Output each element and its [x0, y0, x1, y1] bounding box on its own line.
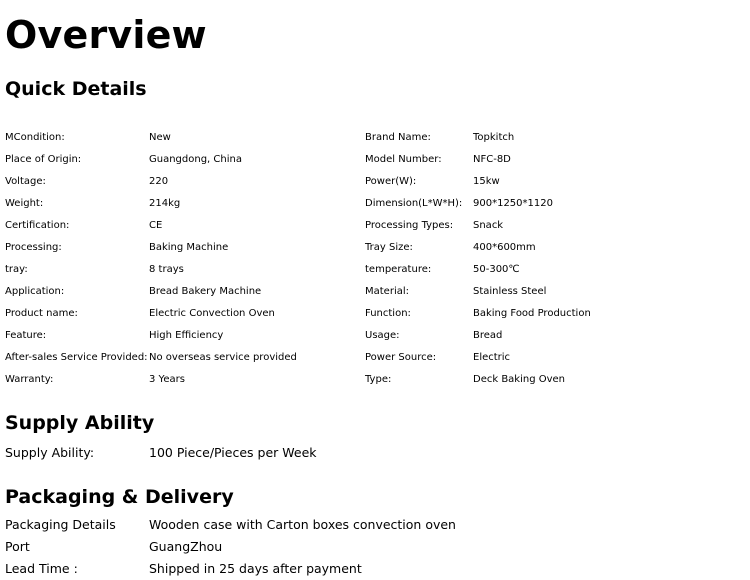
detail-value: CE [149, 220, 163, 231]
detail-value: Baking Machine [149, 242, 229, 253]
detail-label: tray: [5, 264, 28, 275]
packaging-row [5, 536, 745, 558]
detail-label: Warranty: [5, 374, 54, 385]
detail-value: New [149, 132, 171, 143]
detail-value: No overseas service provided [149, 352, 297, 363]
detail-label: Type: [365, 374, 392, 385]
detail-row [5, 281, 745, 303]
detail-row [5, 171, 745, 193]
detail-label: Weight: [5, 198, 44, 209]
detail-value: NFC-8D [473, 154, 511, 165]
detail-row [5, 347, 745, 369]
detail-value: 50-300℃ [473, 264, 520, 275]
packaging-delivery-heading: Packaging & Delivery [5, 486, 234, 508]
supply-row [5, 442, 745, 464]
detail-label: Voltage: [5, 176, 46, 187]
detail-value: 214kg [149, 198, 181, 209]
detail-label: Processing: [5, 242, 62, 253]
detail-value: Electric Convection Oven [149, 308, 275, 319]
detail-label: Application: [5, 286, 65, 297]
detail-label: Power Source: [365, 352, 437, 363]
lead-time-label: Lead Time : [5, 561, 78, 576]
supply-ability-table [5, 442, 745, 464]
detail-row [5, 193, 745, 215]
detail-row [5, 149, 745, 171]
detail-label: Certification: [5, 220, 70, 231]
detail-label: temperature: [365, 264, 432, 275]
detail-label: Function: [365, 308, 411, 319]
detail-label: Processing Types: [365, 220, 454, 231]
detail-value: High Efficiency [149, 330, 224, 341]
detail-label: MCondition: [5, 132, 65, 143]
detail-value: 900*1250*1120 [473, 198, 553, 209]
detail-label: Power(W): [365, 176, 417, 187]
detail-value: Baking Food Production [473, 308, 591, 319]
detail-value: 220 [149, 176, 169, 187]
detail-value: Snack [473, 220, 504, 231]
detail-value: 400*600mm [473, 242, 536, 253]
detail-label: Feature: [5, 330, 47, 341]
detail-label: After-sales Service Provided: [5, 352, 148, 363]
quick-details-table [5, 127, 745, 391]
packaging-delivery-table [5, 514, 745, 580]
page-title: Overview [5, 13, 207, 57]
detail-label: Material: [365, 286, 409, 297]
detail-value: 8 trays [149, 264, 184, 275]
supply-value: 100 Piece/Pieces per Week [149, 445, 317, 460]
quick-details-heading: Quick Details [5, 78, 147, 100]
supply-label: Supply Ability: [5, 445, 95, 460]
detail-value: Bread Bakery Machine [149, 286, 262, 297]
supply-ability-heading: Supply Ability [5, 412, 155, 434]
detail-row [5, 237, 745, 259]
detail-row [5, 215, 745, 237]
detail-value: Topkitch [473, 132, 515, 143]
detail-row [5, 303, 745, 325]
lead-time-value: Shipped in 25 days after payment [149, 561, 362, 576]
detail-value: Stainless Steel [473, 286, 547, 297]
packaging-row [5, 514, 745, 536]
detail-value: 3 Years [149, 374, 185, 385]
detail-value: Guangdong, China [149, 154, 242, 165]
detail-row [5, 369, 745, 391]
detail-value: Electric [473, 352, 511, 363]
packaging-details-label: Packaging Details [5, 517, 116, 532]
detail-label: Product name: [5, 308, 78, 319]
detail-row [5, 127, 745, 149]
detail-row [5, 325, 745, 347]
detail-value: 15kw [473, 176, 500, 187]
detail-row [5, 259, 745, 281]
port-value: GuangZhou [149, 539, 223, 554]
detail-label: Tray Size: [365, 242, 413, 253]
packaging-details-value: Wooden case with Carton boxes convection oven [149, 517, 456, 532]
detail-label: Dimension(L*W*H): [365, 198, 463, 209]
port-label: Port [5, 539, 30, 554]
detail-value: Deck Baking Oven [473, 374, 566, 385]
detail-value: Bread [473, 330, 503, 341]
detail-label: Usage: [365, 330, 400, 341]
detail-label: Model Number: [365, 154, 442, 165]
detail-label: Place of Origin: [5, 154, 82, 165]
packaging-row [5, 558, 745, 580]
detail-label: Brand Name: [365, 132, 431, 143]
